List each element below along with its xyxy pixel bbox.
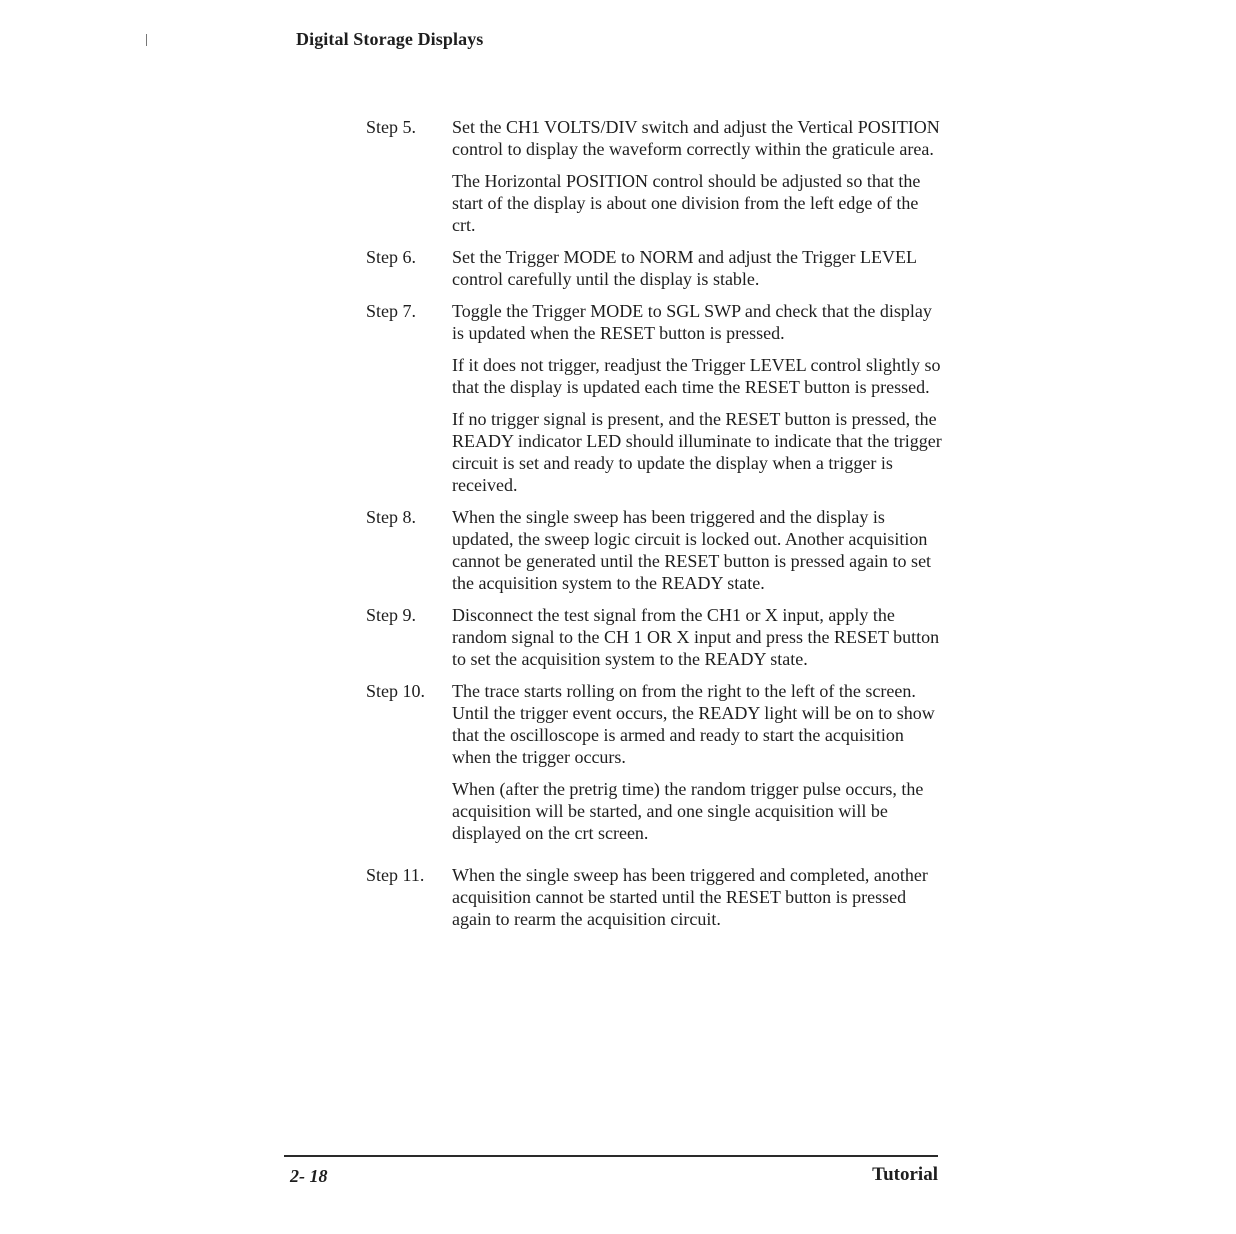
step-paragraph: When the single sweep has been triggered and completed, another acquisition cannot be started until the RESET button is pressed again to rearm the acquisition circuit. xyxy=(452,865,928,929)
step-paragraph: Set the CH1 VOLTS/DIV switch and adjust the Vertical POSITION control to display the waveform correctly within the graticule area. xyxy=(452,117,940,159)
step-7 xyxy=(366,300,946,496)
step-6 xyxy=(366,246,946,290)
step-11 xyxy=(366,864,946,930)
step-paragraph: When (after the pretrig time) the random trigger pulse occurs, the acquisition will be started, and one single acquisition will be displayed on the crt screen. xyxy=(452,779,924,843)
step-content xyxy=(452,864,944,930)
step-content xyxy=(452,116,944,236)
step-label: Step 6. xyxy=(366,247,417,267)
step-content xyxy=(452,680,944,844)
step-paragraph: Set the Trigger MODE to NORM and adjust the Trigger LEVEL control carefully until the display is stable. xyxy=(452,247,917,289)
page-number: 2- 18 xyxy=(290,1166,328,1186)
step-10 xyxy=(366,680,946,844)
step-content xyxy=(452,604,944,670)
step-paragraph: If no trigger signal is present, and the RESET button is pressed, the READY indicator LED should illuminate to indicate that the trigger circuit is set and ready to update the display when a trigger is received. xyxy=(452,409,942,495)
step-paragraph: If it does not trigger, readjust the Trigger LEVEL control slightly so that the display is updated each time the RESET button is pressed. xyxy=(452,355,941,397)
step-label: Step 5. xyxy=(366,117,417,137)
step-paragraph: Disconnect the test signal from the CH1 or X input, apply the random signal to the CH 1 OR X input and press the RESET button to set the acquisition system to the READY state. xyxy=(452,605,940,669)
step-content xyxy=(452,506,944,594)
step-label: Step 9. xyxy=(366,605,417,625)
step-paragraph: The trace starts rolling on from the right to the left of the screen. Until the trigger event occurs, the READY light will be on to show that the oscilloscope is armed and ready to start the acquisition when the trigger occurs. xyxy=(452,681,935,767)
step-8 xyxy=(366,506,946,594)
step-label: Step 8. xyxy=(366,507,417,527)
step-content xyxy=(452,300,944,496)
section-title: Tutorial xyxy=(872,1164,938,1185)
step-label: Step 11. xyxy=(366,865,425,885)
step-paragraph: Toggle the Trigger MODE to SGL SWP and check that the display is updated when the RESET button is pressed. xyxy=(452,301,932,343)
margin-mark xyxy=(146,34,147,46)
step-5 xyxy=(366,116,946,236)
footer-rule xyxy=(284,1155,938,1157)
step-paragraph: The Horizontal POSITION control should be adjusted so that the start of the display is about one division from the left edge of the crt. xyxy=(452,171,921,235)
step-label: Step 7. xyxy=(366,301,417,321)
running-header: Digital Storage Displays xyxy=(296,29,484,49)
step-content xyxy=(452,246,944,290)
step-label: Step 10. xyxy=(366,681,426,701)
step-9 xyxy=(366,604,946,670)
steps-list xyxy=(366,116,946,940)
step-paragraph: When the single sweep has been triggered and the display is updated, the sweep logic circuit is locked out. Another acquisition cannot be generated until the RESET button is pressed again to set the acquisition system to the READY state. xyxy=(452,507,932,593)
